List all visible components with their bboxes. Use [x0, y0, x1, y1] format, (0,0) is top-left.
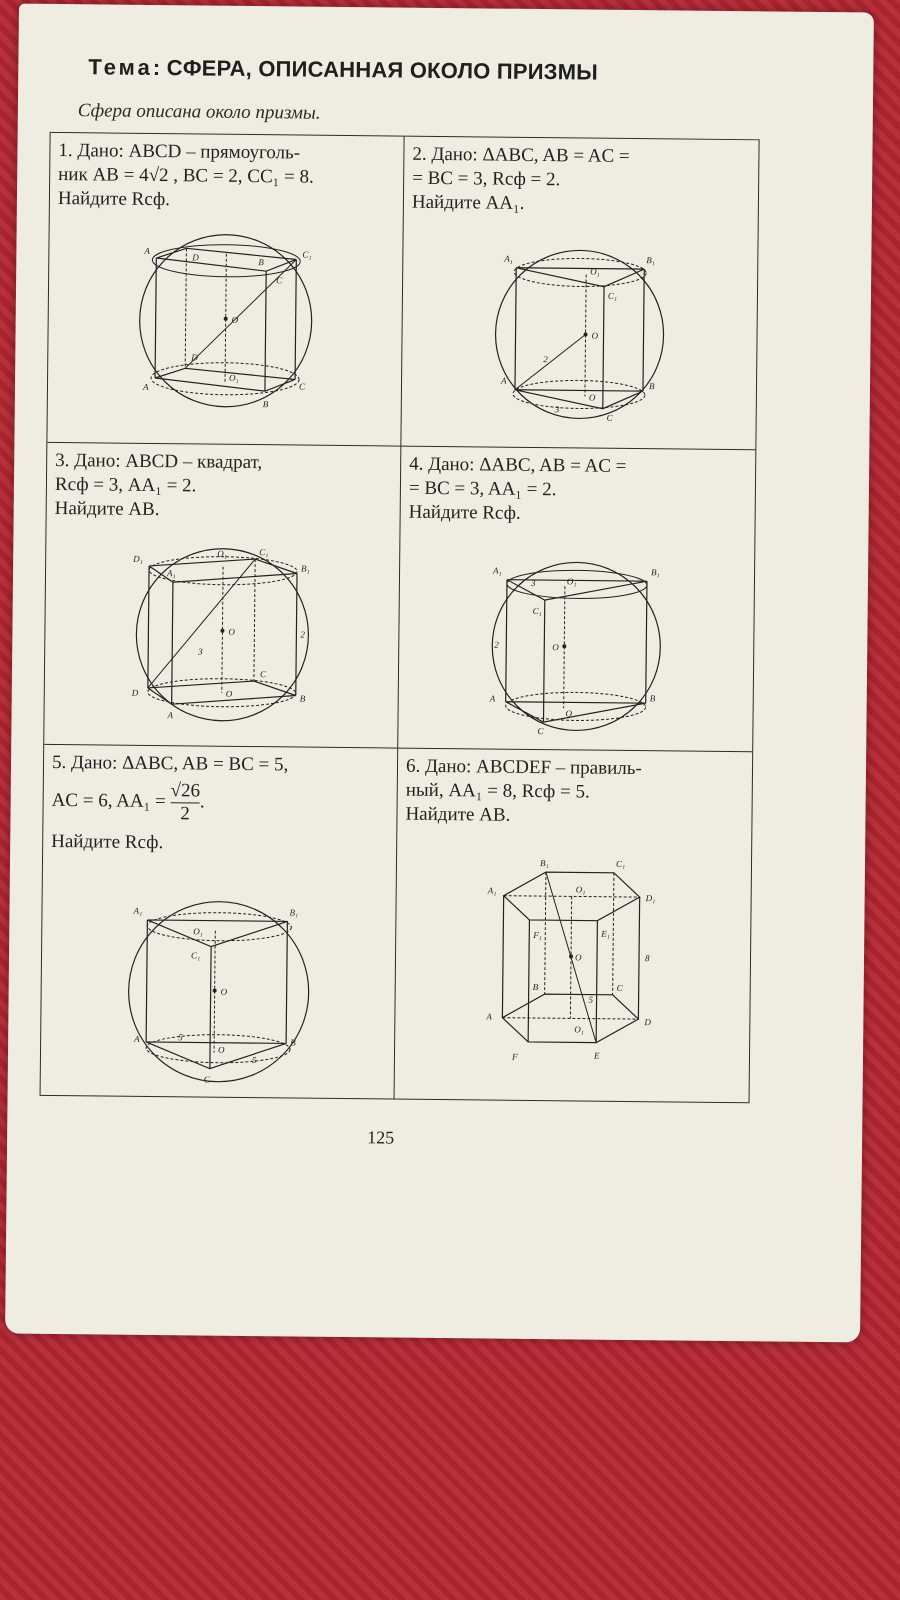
- figure-label: A₁: [132, 905, 142, 916]
- problem-1-figure: [124, 230, 326, 419]
- figure-label: 5: [177, 1032, 183, 1043]
- figure-label: C₁: [301, 249, 312, 260]
- figure-label: B: [257, 257, 264, 268]
- figure-label: B: [262, 399, 268, 410]
- problems-grid: [40, 132, 760, 1103]
- figure-label: 3: [197, 646, 203, 657]
- problem-2-given-1: 2. Дано: ΔABC, AB = AC =: [412, 143, 630, 167]
- problem-4-given-1: 4. Дано: ΔABC, AB = AC =: [409, 453, 627, 477]
- page-number: 125: [367, 1127, 395, 1148]
- figure-label: D: [644, 1017, 651, 1028]
- figure-label: A₁: [487, 885, 497, 896]
- figure-label: C: [606, 412, 613, 423]
- figure-label: O₁: [216, 548, 227, 559]
- figure-label: C: [203, 1074, 210, 1085]
- figure-label: O₁: [590, 266, 600, 277]
- figure-label: O: [552, 642, 559, 653]
- problem-3: [44, 443, 401, 749]
- problem-6: [395, 749, 753, 1103]
- problem-5-given-2: AC = 6, AA₁ = $\frac{√26}{2}$ .: [51, 780, 205, 825]
- figure-label: D: [191, 252, 199, 263]
- figure-label: B: [299, 693, 305, 704]
- figure-label: E₁: [601, 928, 610, 939]
- book-page: [5, 4, 874, 1343]
- page-subtitle: Сфера описана около призмы.: [77, 100, 321, 124]
- problem-1-given-1: 1. Дано: ABCD – прямоуголь-: [58, 139, 301, 164]
- figure-label: C₁: [615, 858, 626, 869]
- figure-label: B: [532, 981, 539, 993]
- figure-label: D: [190, 352, 198, 363]
- figure-label: F: [511, 1051, 518, 1062]
- figure-label: 2: [494, 639, 499, 650]
- figure-label: O₁: [575, 884, 586, 895]
- figure-label: A: [142, 381, 149, 392]
- figure-label: 3: [530, 577, 536, 588]
- figure-label: F₁: [533, 929, 542, 941]
- problem-1: [47, 133, 404, 447]
- figure-label: A: [143, 245, 150, 256]
- figure-label: C: [537, 726, 544, 737]
- figure-label: O: [588, 392, 596, 403]
- problem-5: [41, 745, 399, 1099]
- figure-label: B₁: [651, 567, 660, 578]
- problem-6-task: Найдите AB.: [405, 803, 511, 826]
- problem-6-given-2: ный, AA₁ = 8, Rсф = 5.: [405, 779, 590, 803]
- figure-label: C: [616, 982, 623, 993]
- problem-3-task: Найдите AB.: [54, 497, 160, 521]
- figure-label: O₁: [228, 372, 239, 383]
- figure-label: B: [289, 1037, 296, 1048]
- problem-2: [401, 137, 758, 451]
- figure-label: B: [648, 381, 655, 392]
- figure-label: A₁: [493, 565, 502, 576]
- figure-label: A: [501, 375, 507, 386]
- problem-1-given-2: ник AB = 4√2 , BC = 2, CC₁ = 8.: [58, 163, 314, 188]
- figure-label: B: [649, 693, 656, 704]
- figure-label: C₁: [190, 950, 200, 961]
- figure-label: 5: [588, 994, 594, 1005]
- figure-label: O: [225, 688, 232, 699]
- fraction: $\frac{√26}{2}$: [170, 780, 201, 825]
- figure-label: C₁: [607, 290, 618, 301]
- figure-label: A: [489, 693, 496, 704]
- figure-label: B₁: [288, 907, 298, 918]
- figure-label: C: [259, 669, 266, 680]
- figure-label: O: [231, 314, 238, 325]
- problem-5-task: Найдите Rсф.: [51, 830, 164, 854]
- figure-label: D: [131, 687, 138, 698]
- figure-label: A: [486, 1011, 492, 1022]
- problem-2-figure: [479, 243, 681, 432]
- figure-label: 5: [251, 1055, 256, 1066]
- figure-label: B₁: [646, 255, 656, 266]
- problem-6-figure: [462, 849, 684, 1078]
- problem-3-figure: [121, 544, 323, 733]
- figure-label: A: [133, 1033, 140, 1044]
- theme-word: Тема: [88, 54, 153, 80]
- theme-name: СФЕРА, ОПИСАННАЯ ОКОЛО ПРИЗМЫ: [166, 55, 599, 85]
- problem-6-given-1: 6. Дано: ABCDEF – правиль-: [405, 755, 642, 780]
- figure-label: C: [275, 275, 282, 286]
- figure-label: C: [298, 381, 305, 392]
- figure-label: B₁: [300, 563, 310, 574]
- figure-label: D₁: [132, 553, 143, 564]
- theme-separator: :: [152, 54, 161, 81]
- page-title: [88, 54, 858, 88]
- problem-4-given-2: = BC = 3, AA₁ = 2.: [408, 477, 557, 501]
- figure-label: O: [217, 1044, 225, 1055]
- figure-label: 2: [543, 354, 548, 365]
- figure-label: 3: [554, 404, 560, 415]
- problem-5-figure: [117, 896, 319, 1095]
- figure-label: A₁: [166, 568, 176, 579]
- figure-label: O: [227, 626, 235, 637]
- problem-4-task: Найдите Rсф.: [408, 501, 521, 524]
- figure-label: B₁: [539, 858, 549, 869]
- problem-4-figure: [475, 555, 677, 744]
- figure-label: 8: [644, 953, 650, 964]
- problem-1-task: Найдите Rсф.: [57, 187, 171, 211]
- figure-label: O: [220, 986, 227, 997]
- figure-label: O: [565, 708, 573, 719]
- problem-2-given-2: = BC = 3, Rсф = 2.: [412, 167, 561, 191]
- problem-3-given-1: 3. Дано: ABCD – квадрат,: [55, 449, 263, 474]
- figure-label: A: [166, 710, 173, 721]
- problem-2-task: Найдите AA₁.: [411, 191, 525, 214]
- figure-label: O: [591, 330, 599, 341]
- figure-label: 2: [299, 629, 305, 640]
- figure-label: C₁: [532, 605, 542, 617]
- problem-3-given-2: Rсф = 3, AA₁ = 2.: [54, 473, 197, 497]
- figure-label: O: [574, 952, 582, 963]
- figure-label: O₁: [566, 576, 577, 587]
- figure-label: E: [593, 1050, 600, 1061]
- figure-label: C₁: [258, 547, 268, 558]
- figure-label: D₁: [645, 893, 656, 904]
- figure-label: O₁: [192, 926, 203, 937]
- figure-label: A₁: [504, 253, 514, 264]
- problem-4: [398, 447, 755, 753]
- problem-5-given-1: 5. Дано: ΔABC, AB = BC = 5,: [51, 751, 289, 776]
- figure-label: O₁: [574, 1024, 584, 1035]
